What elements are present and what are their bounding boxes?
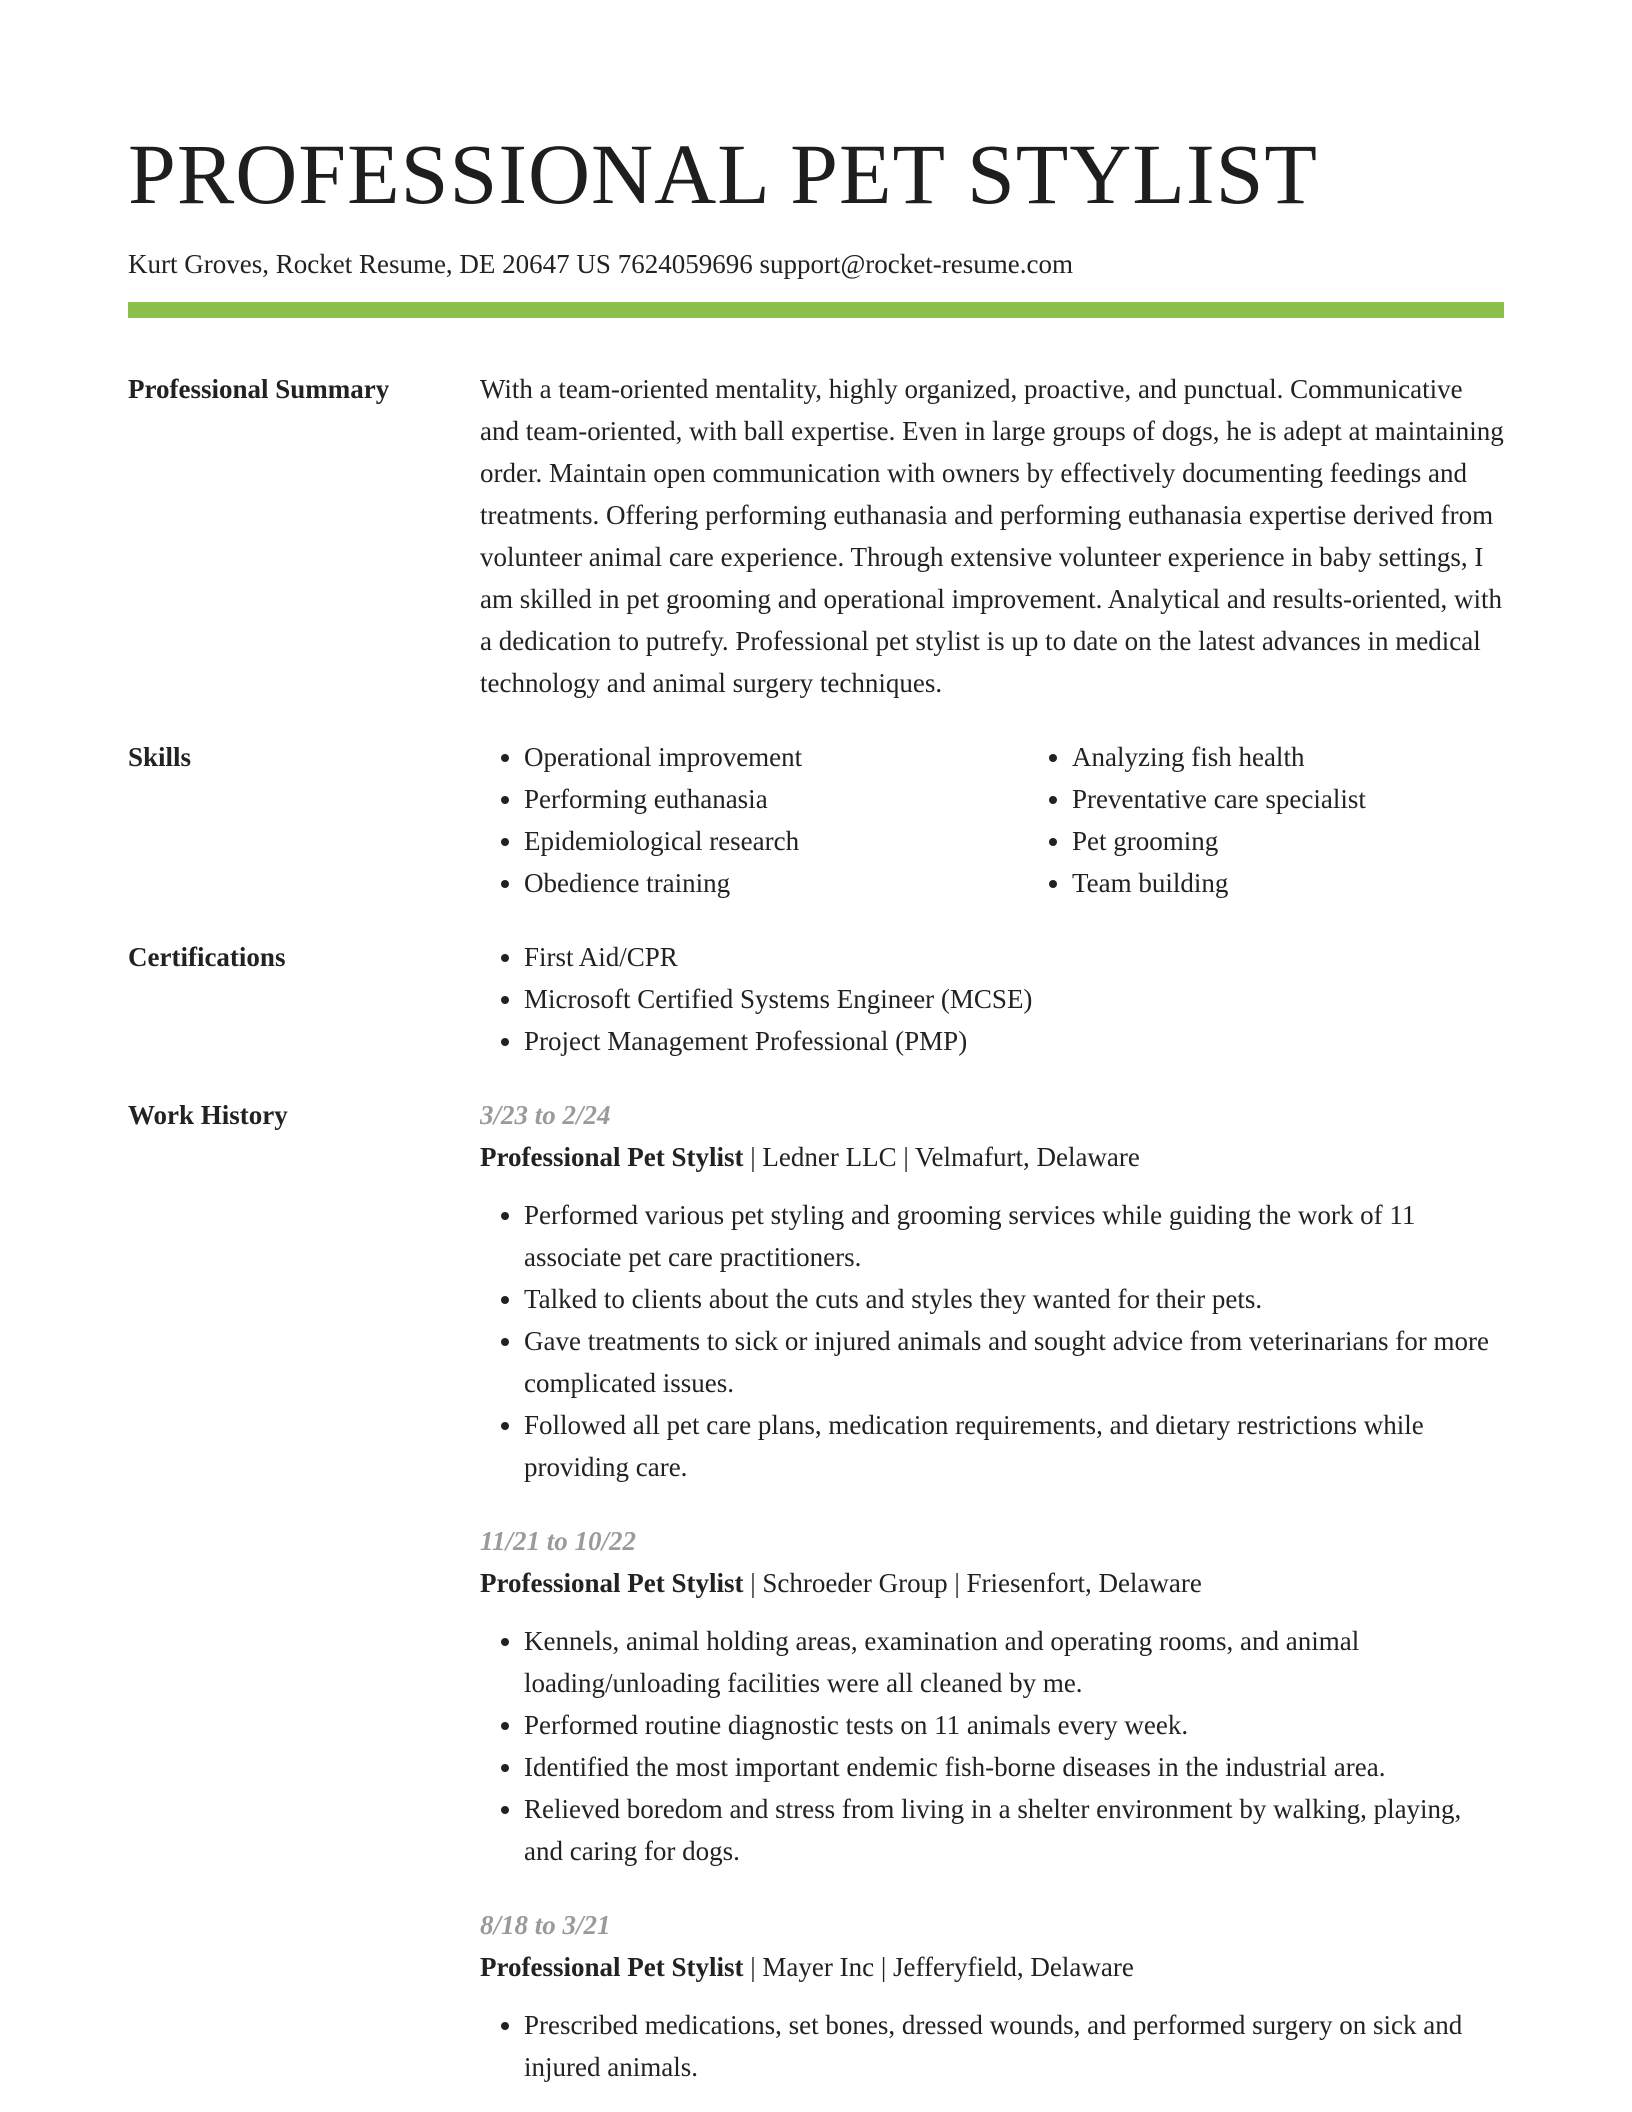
skill-item: • Analyzing fish health xyxy=(1072,736,1572,778)
job-bullet: • Kennels, animal holding areas, examination and operating rooms, and animal loading/unloading facilities were all cleaned by me. xyxy=(524,1620,1504,1704)
job-entry xyxy=(480,1094,1504,1488)
job-heading xyxy=(480,1136,1504,1178)
resume-page xyxy=(128,0,1504,2088)
job-dates: 8/18 to 3/21 xyxy=(480,1910,611,1940)
skill-item: • Obedience training xyxy=(524,862,984,904)
work-history-section xyxy=(128,1094,1504,2088)
job-bullet: • Performed routine diagnostic tests on 11 animals every week. xyxy=(524,1704,1504,1746)
job-entry xyxy=(480,1904,1504,2088)
job-bullet: • Relieved boredom and stress from living in a shelter environment by walking, playing, and caring for dogs. xyxy=(524,1788,1504,1872)
job-bullet: • Followed all pet care plans, medication requirements, and dietary restrictions while providing care. xyxy=(524,1404,1504,1488)
contact-line: Kurt Groves, Rocket Resume, DE 20647 US 7624059696 support@rocket-resume.com xyxy=(128,249,1073,279)
job-heading xyxy=(480,1946,1504,1988)
skills-list-left xyxy=(480,736,984,904)
certifications-label: Certifications xyxy=(128,942,286,972)
page-title: PROFESSIONAL PET STYLIST xyxy=(128,126,1318,222)
job-bullets xyxy=(480,1194,1504,1488)
skill-item: • Preventative care specialist xyxy=(1072,778,1572,820)
skill-item: • Epidemiological research xyxy=(524,820,984,862)
work-history-label: Work History xyxy=(128,1100,288,1130)
job-bullet: • Prescribed medications, set bones, dressed wounds, and performed surgery on sick and injured animals. xyxy=(524,2004,1504,2088)
summary-label: Professional Summary xyxy=(128,374,390,404)
accent-divider xyxy=(128,302,1504,318)
summary-section xyxy=(128,368,1504,704)
skills-label: Skills xyxy=(128,742,192,772)
job-title: Professional Pet Stylist xyxy=(480,1568,744,1598)
certifications-section xyxy=(128,936,1504,1062)
job-title: Professional Pet Stylist xyxy=(480,1142,744,1172)
skill-item: • Operational improvement xyxy=(524,736,984,778)
job-bullets xyxy=(480,1620,1504,1872)
job-bullet: • Identified the most important endemic fish-borne diseases in the industrial area. xyxy=(524,1746,1504,1788)
job-heading xyxy=(480,1562,1504,1604)
certifications-list xyxy=(480,936,1504,1062)
skill-item: • Team building xyxy=(1072,862,1572,904)
skills-grid xyxy=(480,736,1572,904)
job-bullet: • Talked to clients about the cuts and styles they wanted for their pets. xyxy=(524,1278,1504,1320)
skill-item: • Pet grooming xyxy=(1072,820,1572,862)
work-history-body xyxy=(480,1094,1504,2088)
job-details: | Schroeder Group | Friesenfort, Delaware xyxy=(743,1568,1202,1598)
skills-section xyxy=(128,736,1504,904)
job-details: | Mayer Inc | Jefferyfield, Delaware xyxy=(743,1952,1134,1982)
job-bullet: • Gave treatments to sick or injured animals and sought advice from veterinarians for more complicated issues. xyxy=(524,1320,1504,1404)
job-bullets xyxy=(480,2004,1504,2088)
certification-item: • First Aid/CPR xyxy=(524,936,1504,978)
job-dates: 3/23 to 2/24 xyxy=(480,1100,611,1130)
certification-item: • Project Management Professional (PMP) xyxy=(524,1020,1504,1062)
job-title: Professional Pet Stylist xyxy=(480,1952,744,1982)
skill-item: • Performing euthanasia xyxy=(524,778,984,820)
job-details: | Ledner LLC | Velmafurt, Delaware xyxy=(743,1142,1140,1172)
job-bullet: • Performed various pet styling and grooming services while guiding the work of 11 associate pet care practitioners. xyxy=(524,1194,1504,1278)
job-entry xyxy=(480,1520,1504,1872)
summary-text: With a team-oriented mentality, highly organized, proactive, and punctual. Communicative and team-oriented, with ball expertise. Even in large groups of dogs, he is adept at maintaining order. Maintain open communication with owners by effectively documenting feedings and treatments. Offering performing euthanasia and performing euthanasia expertise derived from volunteer animal care experience. Through extensive volunteer experience in baby settings, I am skilled in pet grooming and operational improvement. Analytical and results-oriented, with a dedication to putrefy. Professional pet stylist is up to date on the latest advances in medical technology and animal surgery techniques. xyxy=(480,374,1504,698)
job-dates: 11/21 to 10/22 xyxy=(480,1526,637,1556)
certification-item: • Microsoft Certified Systems Engineer (MCSE) xyxy=(524,978,1504,1020)
skills-list-right xyxy=(1028,736,1572,904)
